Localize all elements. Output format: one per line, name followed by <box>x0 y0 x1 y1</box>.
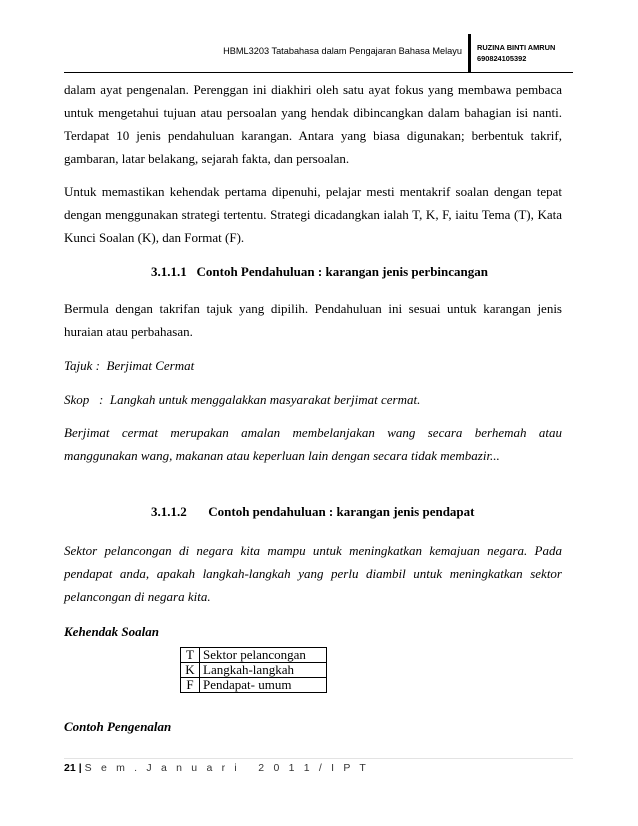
page-footer <box>64 758 573 774</box>
tajuk-line: Tajuk : Berjimat Cermat <box>64 358 195 373</box>
sektor-paragraph: Sektor pelancongan di negara kita mampu untuk meningkatkan kemajuan negara. Pada pendapat anda, apakah langkah-langkah yang perlu diambil untuk meningkatkan sektor pelancongan di negara kita. <box>64 543 562 604</box>
takrifan-paragraph: Bermula dengan takrifan tajuk yang dipilih. Pendahuluan ini sesuai untuk karangan jenis huraian atau perbahasan. <box>64 301 562 339</box>
section-number: 3.1.1.2 <box>151 504 187 519</box>
berjimat-paragraph: Berjimat cermat merupakan amalan membelanjakan wang secara berhemah atau manggunakan wang, makanan atau keperluan lain dengan secara tidak membazir... <box>64 425 562 463</box>
header-course-title: HBML3203 Tatabahasa dalam Pengajaran Bahasa Melayu <box>223 46 462 56</box>
footer-text <box>64 762 369 774</box>
table-value-cell: Sektor pelancongan <box>200 648 327 663</box>
header-author-id: 690824105392 <box>477 54 527 63</box>
header-author-name: RUZINA BINTI AMRUN <box>477 43 556 52</box>
table-value-cell: Pendapat- umum <box>200 678 327 693</box>
header-author-block <box>477 42 573 64</box>
kehendak-soalan-label: Kehendak Soalan <box>64 624 159 639</box>
page-header <box>64 40 573 73</box>
contoh-pengenalan-label: Contoh Pengenalan <box>64 719 172 734</box>
table-key-cell: K <box>181 663 200 678</box>
section-title: Contoh Pendahuluan : karangan jenis perbincangan <box>196 264 488 279</box>
table-key-cell: F <box>181 678 200 693</box>
table-value-cell: Langkah-langkah <box>200 663 327 678</box>
strategy-paragraph: Untuk memastikan kehendak pertama dipenuhi, pelajar mesti mentakrif soalan dengan tepat dengan menggunakan strategi tertentu. Strategi dicadangkan ialah T, K, F, iaitu Tema (T), Kata Kunci Soalan (K), dan Format (F). <box>64 184 562 245</box>
table-key-cell: T <box>181 648 200 663</box>
section-heading-3-1-1-2 <box>64 502 562 522</box>
intro-paragraph: dalam ayat pengenalan. Perenggan ini diakhiri oleh satu ayat fokus yang membawa pembaca untuk mengetahui tujuan atau persoalan yang hendak dibincangkan dalam bahagian isi nanti. Terdapat 10 jenis pendahuluan karangan. Antara yang biasa digunakan; berbentuk takrif, gambaran, latar belakang, sejarah fakta, dan persoalan. <box>64 82 562 166</box>
table-row <box>181 663 327 678</box>
header-separator <box>468 34 471 72</box>
section-number: 3.1.1.1 <box>151 264 187 279</box>
page-number: 21 <box>64 762 76 774</box>
kehendak-soalan-table <box>180 647 327 693</box>
section-title: Contoh pendahuluan : karangan jenis pendapat <box>208 504 475 519</box>
section-heading-3-1-1-1 <box>64 262 562 282</box>
skop-line: Skop : Langkah untuk menggalakkan masyarakat berjimat cermat. <box>64 392 421 407</box>
footer-semester: S e m . J a n u a r i 2 0 1 1 / I P T <box>84 762 369 774</box>
table-row <box>181 678 327 693</box>
footer-separator: | <box>78 762 82 774</box>
page-body <box>64 78 562 738</box>
table-row <box>181 648 327 663</box>
